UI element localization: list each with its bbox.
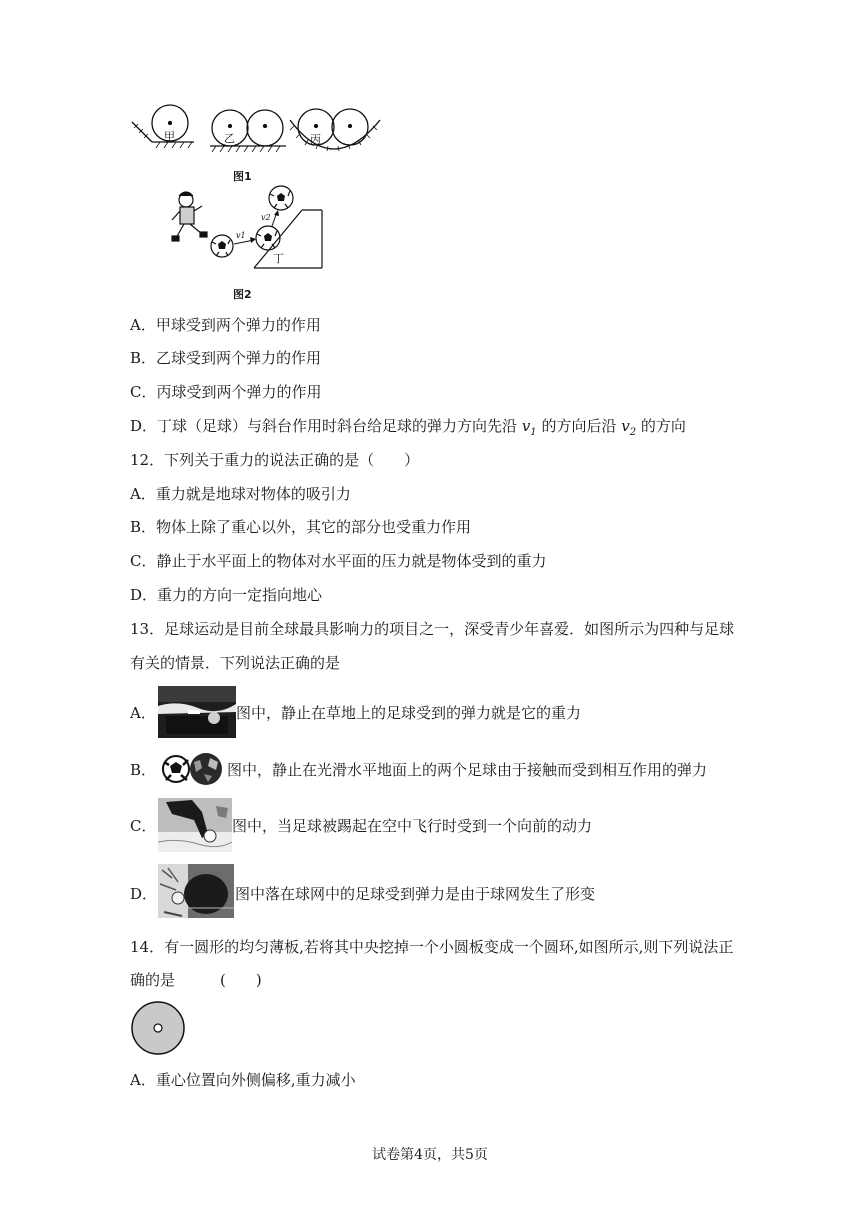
q11-option-c: C．丙球受到两个弹力的作用 [130, 383, 322, 401]
q13-option-a-label: A． [130, 704, 156, 722]
q13-photo-b [160, 748, 226, 790]
q14-stem-line2: 确的是 ( ) [130, 971, 262, 989]
q14-stem-line1: 14．有一圆形的均匀薄板,若将其中央挖掉一个小圆板变成一个圆环,如图所示,则下列说法正 [130, 938, 734, 956]
q11-d-sub2: 2 [629, 427, 637, 438]
q13-option-c-label: C． [130, 817, 157, 835]
q12-option-d: D．重力的方向一定指向地心 [130, 586, 323, 604]
label-bing: 丙 [310, 133, 321, 146]
q12-option-c: C．静止于水平面上的物体对水平面的压力就是物体受到的重力 [130, 552, 547, 570]
ring-plate-figure [130, 1000, 188, 1058]
v2-label: v2 [261, 213, 271, 222]
q13-photo-c [158, 798, 232, 852]
figure-2 [160, 180, 330, 280]
q12-option-b: B．物体上除了重心以外，其它的部分也受重力作用 [130, 518, 472, 536]
label-yi: 乙 [224, 132, 235, 145]
figure-1 [128, 100, 388, 160]
q11-d-v2: v [621, 417, 630, 435]
football-ball-1 [211, 235, 233, 257]
figure-2-caption: 图2 [233, 288, 252, 301]
figure-1-caption: 图1 [233, 170, 252, 183]
q11-d-v1: v [521, 417, 531, 435]
v1-label: v1 [236, 231, 246, 240]
q11-d-mid: 的方向后沿 [536, 417, 622, 435]
football-ball-ding [256, 226, 280, 250]
label-ding: 丁 [273, 252, 284, 265]
kicker-figure [172, 192, 207, 241]
q12-option-a: A．重力就是地球对物体的吸引力 [130, 485, 351, 503]
q11-option-b: B．乙球受到两个弹力的作用 [130, 349, 322, 367]
football-ball-top [269, 186, 293, 210]
q13-option-d-text: 图中落在球网中的足球受到弹力是由于球网发生了形变 [235, 885, 596, 903]
q11-d-sub1: 1 [530, 427, 537, 438]
q13-option-b-text: 图中，静止在光滑水平地面上的两个足球由于接触而受到相互作用的弹力 [227, 761, 708, 779]
q13-stem-line2: 有关的情景．下列说法正确的是 [130, 654, 341, 672]
q11-option-a: A．甲球受到两个弹力的作用 [130, 316, 321, 334]
ball-bing-setup [290, 109, 380, 151]
ball-yi-setup [210, 110, 286, 152]
q11-d-post: 的方向 [636, 417, 686, 435]
q13-option-d-label: D． [130, 885, 158, 903]
q11-option-d [130, 416, 686, 443]
page-footer: 试卷第4页，共5页 [372, 1147, 488, 1163]
q13-option-a-text: 图中，静止在草地上的足球受到的弹力就是它的重力 [236, 704, 582, 722]
ball-jia-setup [132, 105, 194, 148]
label-jia: 甲 [164, 130, 175, 143]
q11-d-pre: D．丁球（足球）与斜台作用时斜台给足球的弹力方向先沿 [130, 417, 522, 435]
q13-photo-a [158, 686, 236, 738]
q12-stem: 12．下列关于重力的说法正确的是（ ） [130, 451, 420, 469]
q13-photo-d [158, 864, 234, 918]
q13-stem-line1: 13．足球运动是目前全球最具影响力的项目之一，深受青少年喜爱．如图所示为四种与足球 [130, 620, 735, 638]
q14-option-a: A．重心位置向外侧偏移,重力减小 [130, 1071, 356, 1089]
q13-option-c-text: 图中，当足球被踢起在空中飞行时受到一个向前的动力 [232, 817, 593, 835]
q13-option-b-label: B． [130, 761, 157, 779]
